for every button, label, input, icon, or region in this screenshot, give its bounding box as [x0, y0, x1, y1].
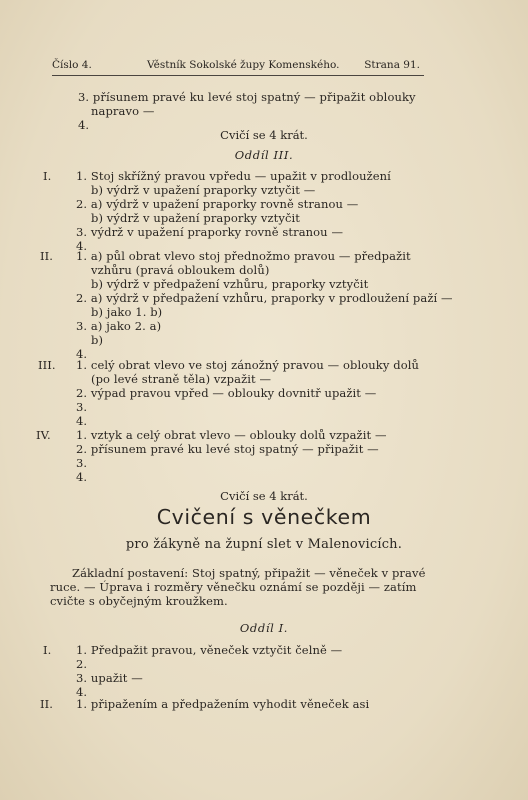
intro-line: Základní postavení: Stoj spatný, připažit — věneček v pravé — [72, 566, 426, 580]
text-line: 2. výpad pravou vpřed — oblouky dovnitř upažit — — [76, 386, 377, 400]
text-line: b) jako 1. b) — [91, 305, 163, 319]
text-line: 2. přísunem pravé ku levé stoj spatný — připažit — — [76, 442, 379, 456]
text-line: b) výdrž v upažení praporky vztyčit — — [91, 183, 316, 197]
text-line: 4. — [76, 470, 88, 484]
text-line: 1. Předpažit pravou, věneček vztyčit čelně — — [76, 643, 343, 657]
text-line: vzhůru (pravá obloukem dolů) — [91, 263, 270, 277]
text-line: 1. vztyk a celý obrat vlevo — oblouky dolů vzpažit — — [76, 428, 387, 442]
text-line: 3. — [76, 456, 88, 470]
text-line: (po levé straně těla) vzpažit — — [91, 372, 272, 386]
section-heading: Oddíl I. — [239, 621, 289, 635]
text-line: 3. výdrž v upažení praporky rovně stranou — — [76, 225, 344, 239]
text-line: 3. přísunem pravé ku levé stoj spatný — připažit oblouky — [78, 90, 416, 104]
text-line: I. — [43, 643, 52, 657]
intro-line: cvičte s obyčejným kroužkem. — [50, 594, 228, 608]
text-line: 1. Stoj skřížný pravou vpředu — upažit v prodloužení — [76, 169, 391, 183]
text-line: 2. a) výdrž v předpažení vzhůru, praporky v prodloužení paží — — [76, 291, 453, 305]
text-line: 2. — [76, 657, 88, 671]
page-number: Strana 91. — [364, 59, 420, 71]
text-line: IV. — [36, 428, 51, 442]
text-line: 4. — [76, 414, 88, 428]
text-line: b) — [91, 333, 104, 347]
text-line: 4. — [76, 347, 88, 361]
text-line: b) výdrž v upažení praporky vztyčit — [91, 211, 300, 225]
text-line: 1. a) půl obrat vlevo stoj přednožmo pravou — předpažit — [76, 249, 411, 263]
text-line: 1. celý obrat vlevo ve stoj zánožný pravou — oblouky dolů — [76, 358, 420, 372]
text-line: I. — [43, 169, 52, 183]
text-line: 4. — [78, 118, 90, 132]
text-line: 2. a) výdrž v upažení praporky rovně stranou — — [76, 197, 359, 211]
text-line: 4. — [76, 685, 88, 699]
text-line: 4. — [76, 239, 88, 253]
repeat-note: Cvičí se 4 krát. — [220, 489, 308, 503]
text-line: 1. připažením a předpažením vyhodit věneček asi — [76, 697, 370, 711]
section-heading: Oddíl III. — [234, 148, 294, 162]
journal-title: Věstník Sokolské župy Komenského. — [147, 59, 340, 71]
issue-number: Číslo 4. — [52, 59, 92, 71]
text-line: III. — [38, 358, 56, 372]
page-title: Cvičení s věnečkem — [156, 505, 372, 529]
page-header — [52, 59, 424, 76]
repeat-note: Cvičí se 4 krát. — [220, 128, 308, 142]
text-line: 3. a) jako 2. a) — [76, 319, 162, 333]
text-line: napravo — — [91, 104, 155, 118]
text-line: b) výdrž v předpažení vzhůru, praporky vztyčit — [91, 277, 369, 291]
text-line: II. — [40, 697, 54, 711]
text-line: II. — [40, 249, 54, 263]
text-line: 3. — [76, 400, 88, 414]
intro-line: ruce. — Úprava i rozměry věnečku oznámí se později — zatím — [50, 580, 417, 594]
text-line: 3. upažit — — [76, 671, 143, 685]
subtitle: pro žákyně na župní slet v Malenovicích. — [125, 537, 403, 552]
